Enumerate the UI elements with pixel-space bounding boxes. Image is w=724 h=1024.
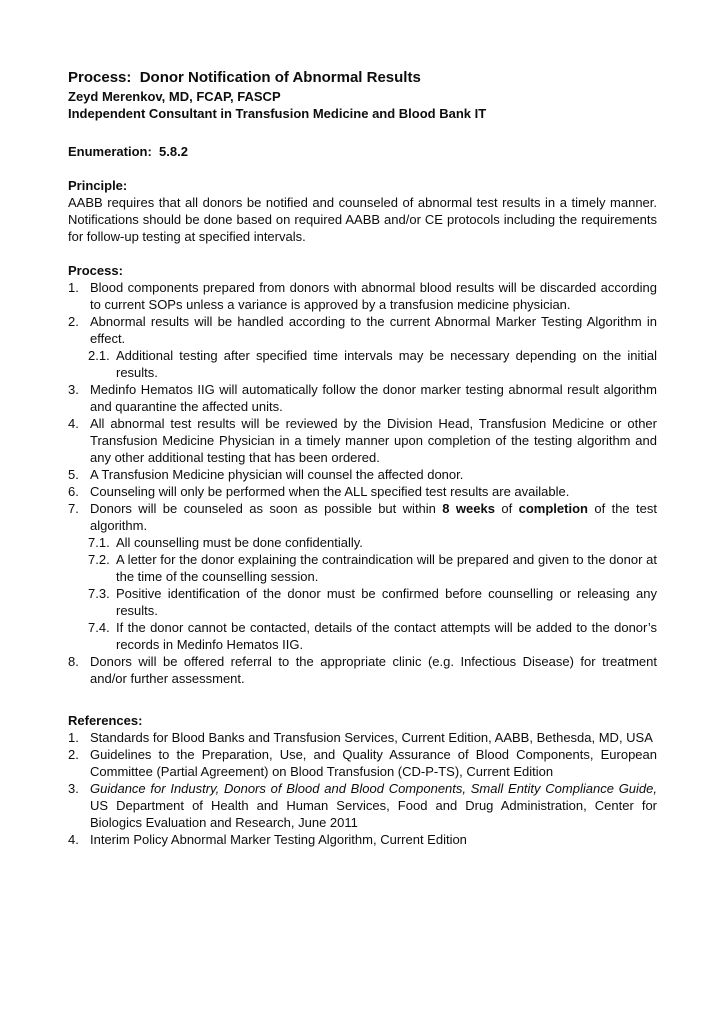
document-content <box>68 68 657 848</box>
item-number: 7. <box>68 501 79 516</box>
text-segment: All abnormal test results will be reviewed by the Division Head, Transfusion Medicine or other Transfusion Medicine Physician in a timely manner upon completion of the testing algorithm and any other additional testing that has been ordered. <box>90 416 657 465</box>
reference-item <box>68 729 657 746</box>
item-text <box>90 483 657 500</box>
item-number: 2. <box>68 747 79 762</box>
item-text <box>116 551 657 585</box>
process-list <box>68 279 657 687</box>
references-section <box>68 712 657 848</box>
process-item <box>68 653 657 687</box>
item-number: 4. <box>68 832 79 847</box>
item-text <box>116 585 657 619</box>
item-number: 2.1. <box>88 348 110 363</box>
text-segment: completion <box>518 501 588 516</box>
affiliation-line: Independent Consultant in Transfusion Medicine and Blood Bank IT <box>68 106 487 121</box>
item-number: 1. <box>68 280 79 295</box>
text-segment: Donors will be offered referral to the appropriate clinic (e.g. Infectious Disease) for treatment and/or further assessment. <box>90 654 657 686</box>
principle-text: AABB requires that all donors be notified and counseled of abnormal test results in a timely manner. Notifications should be done based on required AABB and/or CE protocols including the requirements for follow-up testing at specified intervals. <box>68 195 657 244</box>
process-item <box>68 466 657 483</box>
text-segment: Donors will be counseled as soon as possible but within <box>90 501 443 516</box>
page-title: Process: Donor Notification of Abnormal Results <box>68 69 421 86</box>
section-heading-references: References: <box>68 713 143 728</box>
item-text <box>116 347 657 381</box>
process-item <box>68 381 657 415</box>
item-number: 3. <box>68 382 79 397</box>
process-subitem <box>88 534 657 551</box>
item-text <box>90 466 657 483</box>
section-heading-process: Process: <box>68 263 123 278</box>
item-number: 7.2. <box>88 552 110 567</box>
item-text <box>90 500 657 534</box>
process-subitem <box>88 551 657 585</box>
item-number: 1. <box>68 730 79 745</box>
item-text <box>90 381 657 415</box>
item-number: 8. <box>68 654 79 669</box>
item-text <box>90 279 657 313</box>
text-segment: of <box>494 501 519 516</box>
item-text <box>90 780 657 831</box>
item-number: 7.1. <box>88 535 110 550</box>
item-text <box>90 313 657 347</box>
process-item <box>68 483 657 500</box>
process-item <box>68 313 657 347</box>
text-segment: Interim Policy Abnormal Marker Testing Algorithm, Current Edition <box>90 832 467 847</box>
text-segment: US Department of Health and Human Services, Food and Drug Administration, Center for Biologics Evaluation and Research, June 2011 <box>90 798 657 830</box>
process-subitem <box>88 585 657 619</box>
reference-item <box>68 780 657 831</box>
text-segment: Guidelines to the Preparation, Use, and Quality Assurance of Blood Components, European Committee (Partial Agreement) on Blood Transfusion (CD-P-TS), Current Edition <box>90 747 657 779</box>
text-segment: If the donor cannot be contacted, details of the contact attempts will be added to the donor’s records in Medinfo Hematos IIG. <box>116 620 657 652</box>
item-number: 5. <box>68 467 79 482</box>
item-text <box>90 415 657 466</box>
text-segment: A Transfusion Medicine physician will counsel the affected donor. <box>90 467 464 482</box>
process-item <box>68 415 657 466</box>
references-list <box>68 729 657 848</box>
reference-item <box>68 746 657 780</box>
item-number: 3. <box>68 781 79 796</box>
item-number: 7.4. <box>88 620 110 635</box>
text-segment: All counselling must be done confidentially. <box>116 535 363 550</box>
text-segment: of the test algorithm. <box>90 501 658 533</box>
text-segment: Counseling will only be performed when the ALL specified test results are available. <box>90 484 570 499</box>
item-text <box>90 729 657 746</box>
item-number: 7.3. <box>88 586 110 601</box>
text-segment: A letter for the donor explaining the contraindication will be prepared and given to the donor at the time of the counselling session. <box>116 552 657 584</box>
item-text <box>90 653 657 687</box>
process-item <box>68 500 657 534</box>
text-segment: Medinfo Hematos IIG will automatically follow the donor marker testing abnormal result algorithm and quarantine the affected units. <box>90 382 657 414</box>
text-segment: Positive identification of the donor must be confirmed before counselling or releasing any results. <box>116 586 657 618</box>
item-text <box>90 746 657 780</box>
text-segment: Abnormal results will be handled according to the current Abnormal Marker Testing Algorithm in effect. <box>90 314 657 346</box>
item-text <box>90 831 657 848</box>
item-text <box>116 534 657 551</box>
process-subitem <box>88 347 657 381</box>
item-number: 4. <box>68 416 79 431</box>
section-heading-principle: Principle: <box>68 178 128 193</box>
author-line: Zeyd Merenkov, MD, FCAP, FASCP <box>68 89 281 104</box>
reference-item <box>68 831 657 848</box>
text-segment: Standards for Blood Banks and Transfusion Services, Current Edition, AABB, Bethesda, MD, USA <box>90 730 653 745</box>
text-segment: Guidance for Industry, Donors of Blood and Blood Components, Small Entity Compliance Guide, <box>90 781 657 796</box>
text-segment: Blood components prepared from donors with abnormal blood results will be discarded according to current SOPs unless a variance is approved by a transfusion medicine physician. <box>90 280 657 312</box>
item-text <box>116 619 657 653</box>
process-subitem <box>88 619 657 653</box>
text-segment: Additional testing after specified time intervals may be necessary depending on the initial results. <box>116 348 657 380</box>
process-item <box>68 279 657 313</box>
enumeration-line: Enumeration: 5.8.2 <box>68 144 188 159</box>
text-segment: 8 weeks <box>442 501 495 516</box>
item-number: 6. <box>68 484 79 499</box>
item-number: 2. <box>68 314 79 329</box>
